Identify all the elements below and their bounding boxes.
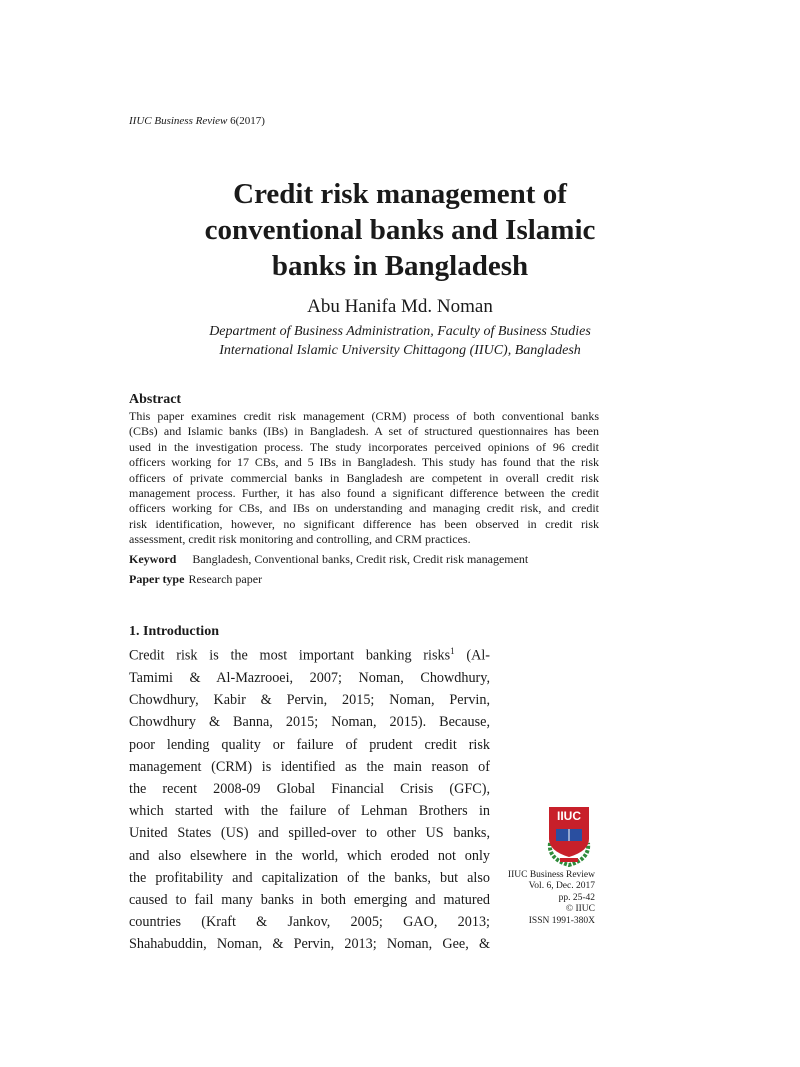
keyword-label: Keyword <box>129 552 177 566</box>
paper-title <box>0 176 800 284</box>
intro-line: the profitability and capitalization of the banks, but also <box>129 869 490 886</box>
intro-line: Tamimi & Al-Mazrooei, 2007; Noman, Chowdhury, <box>129 669 490 686</box>
running-header <box>129 115 265 127</box>
crest-text: IIUC <box>557 809 581 823</box>
title-line: conventional banks and Islamic <box>204 214 596 246</box>
affiliation-line: Department of Business Administration, Faculty of Business Studies <box>209 324 591 339</box>
introduction-body <box>129 640 490 956</box>
abstract-heading: Abstract <box>129 392 182 407</box>
keyword-value: Bangladesh, Conventional banks, Credit risk, Credit risk management <box>192 552 529 566</box>
sidebar-line: Vol. 6, Dec. 2017 <box>528 881 595 892</box>
title-line: Credit risk management of <box>233 178 567 210</box>
sidebar-line: © IIUC <box>565 904 595 915</box>
intro-line: countries (Kraft & Jankov, 2005; GAO, 2013; <box>129 914 490 931</box>
introduction-heading: 1. Introduction <box>129 624 219 639</box>
abstract-body <box>129 409 599 548</box>
intro-line: Chowdhury, Kabir & Pervin, 2015; Noman, Pervin, <box>129 692 490 709</box>
paper-type-value: Research paper <box>188 572 263 586</box>
iiuc-crest-icon <box>544 805 594 869</box>
journal-name: IIUC Business Review <box>129 115 228 127</box>
abstract-line: risk identification, however, no significant difference has been observed in credit risk <box>129 516 599 531</box>
intro-line: caused to fail many banks in both emerging and matured <box>129 891 490 908</box>
abstract-line: assessment, credit risk monitoring and controlling, and CRM practices. <box>129 532 471 547</box>
sidebar-line: pp. 25-42 <box>558 892 595 903</box>
abstract-line: officers working for CBs, and IBs on understanding and managing credit risk, and credit <box>129 501 599 516</box>
sidebar-line: ISSN 1991-380X <box>528 915 595 926</box>
abstract-line: management process. Further, it has also found a significant difference between the credit <box>129 486 599 501</box>
intro-line-start: Credit risk is the most important banking risks <box>129 647 451 664</box>
paper-type-label: Paper type <box>129 572 185 586</box>
author-affiliation <box>0 322 800 360</box>
intro-line-end: (Al- <box>454 647 491 664</box>
abstract-line: (CBs) and Islamic banks (IBs) in Bangladesh. A set of structured questionnaires has been <box>129 424 599 439</box>
intro-line: and also elsewhere in the world, which eroded not only <box>129 847 490 864</box>
intro-line: poor lending quality or failure of prudent credit risk <box>129 736 490 753</box>
intro-line: the recent 2008-09 Global Financial Crisis (GFC), <box>129 780 490 797</box>
author-name: Abu Hanifa Md. Noman <box>307 296 493 317</box>
journal-volume-year: 6(2017) <box>230 115 265 127</box>
intro-line <box>129 640 490 667</box>
intro-line: United States (US) and spilled-over to other US banks, <box>129 825 490 842</box>
title-line: banks in Bangladesh <box>271 250 529 282</box>
intro-line: management (CRM) is identified as the main reason of <box>129 758 490 775</box>
abstract-line: This paper examines credit risk management (CRM) process of both conventional banks <box>129 409 599 423</box>
journal-info-sidebar <box>490 870 595 927</box>
paper-type-row <box>129 572 262 587</box>
footnote-marker[interactable]: 1 <box>450 646 455 656</box>
abstract-line: used in the investigation process. The study incorporates perceived opinions of 96 credit <box>129 439 599 454</box>
sidebar-line: IIUC Business Review <box>507 870 595 880</box>
intro-line: Chowdhury & Banna, 2015; Noman, 2015). Because, <box>129 714 490 731</box>
abstract-line: officers working for 17 CBs, and 5 IBs in Bangladesh. This study has found that the risk <box>129 455 599 470</box>
affiliation-line: International Islamic University Chittagong (IIUC), Bangladesh <box>219 343 581 358</box>
keyword-row <box>129 552 528 567</box>
abstract-line: officers of private commercial banks in Bangladesh are competent in overall credit risk <box>129 470 599 485</box>
intro-line: which started with the failure of Lehman Brothers in <box>129 803 490 820</box>
intro-line: Shahabuddin, Noman, & Pervin, 2013; Noman, Gee, & <box>129 936 490 953</box>
